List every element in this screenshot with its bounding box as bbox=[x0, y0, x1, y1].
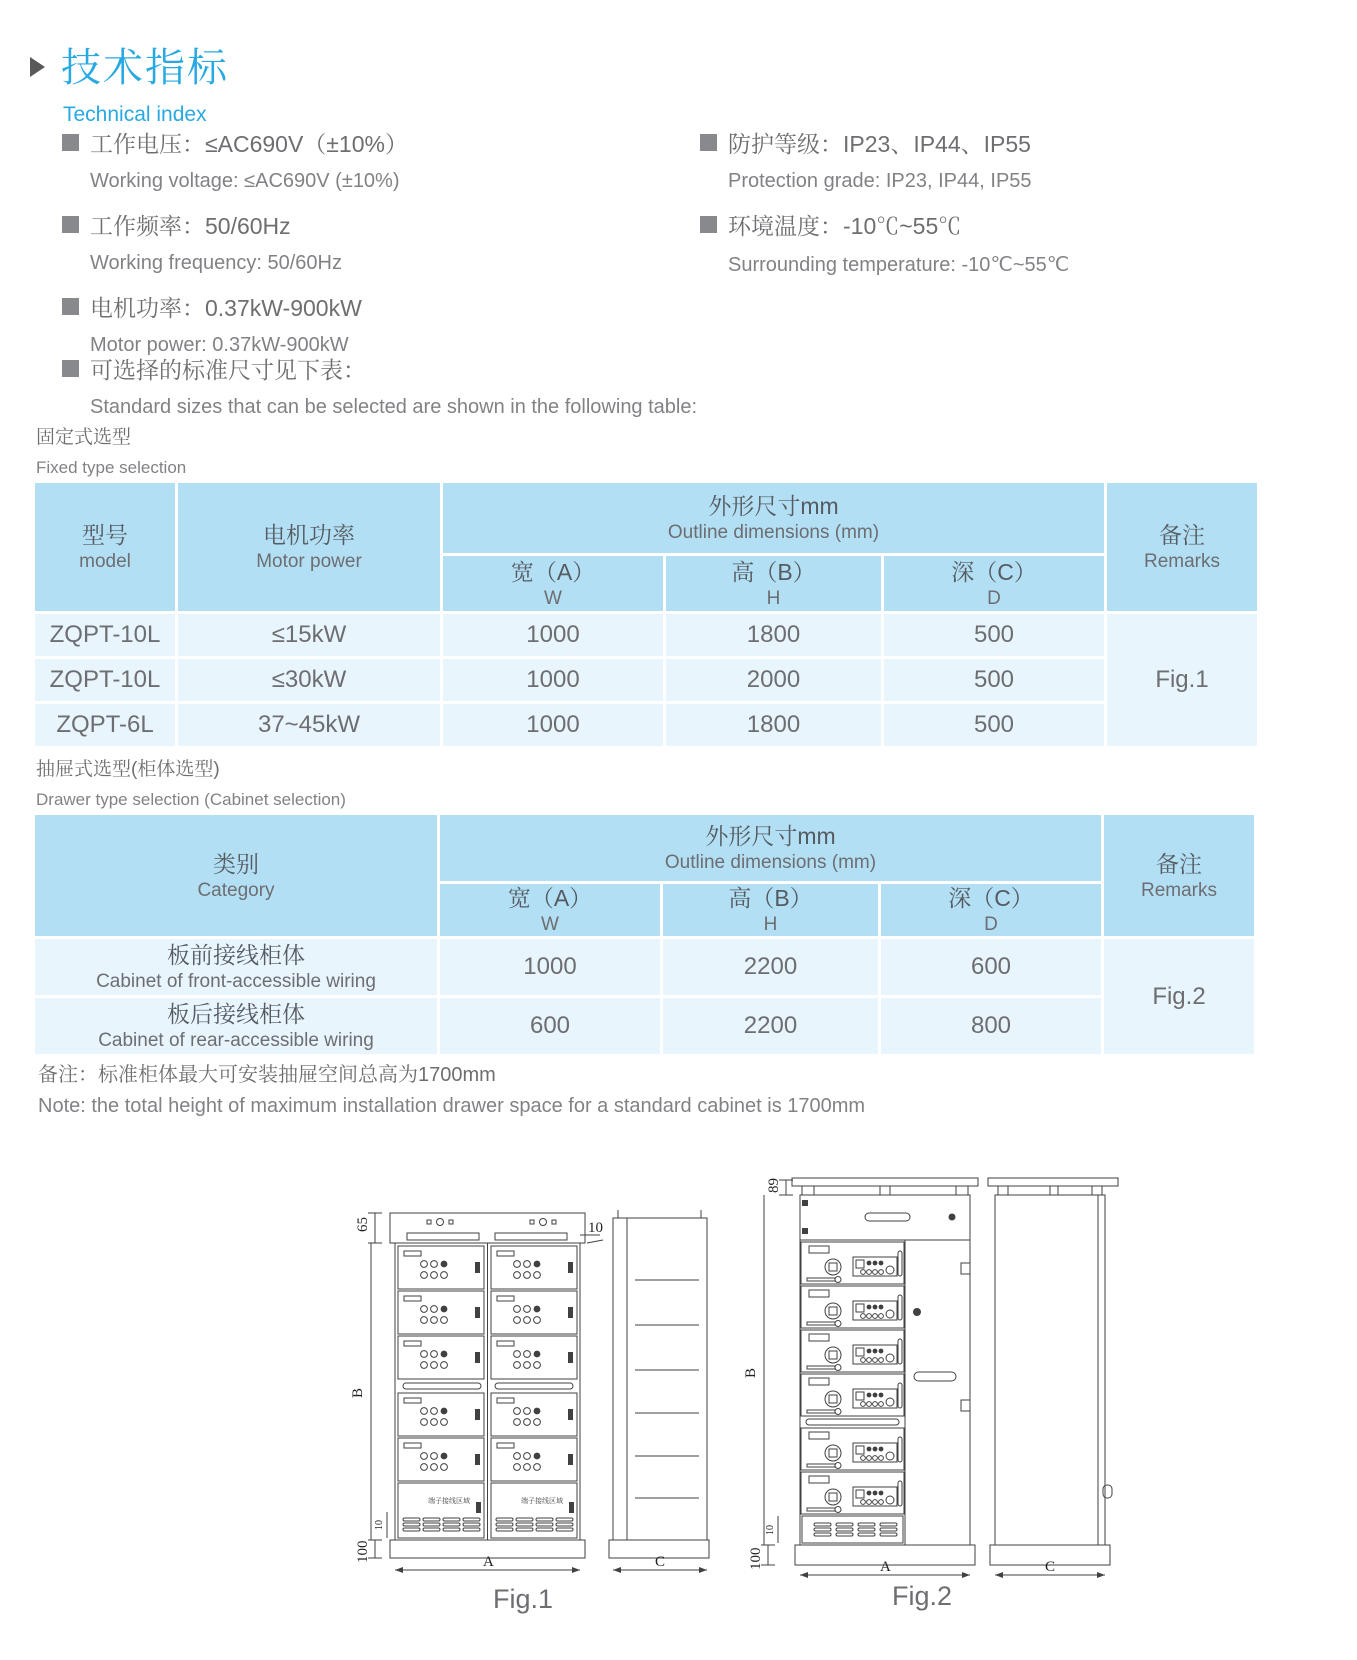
fig1-dim-top: 65 bbox=[355, 1217, 371, 1232]
spec-list-right bbox=[700, 126, 1300, 292]
th-outline-dimensions: 外形尺寸mm Outline dimensions (mm) bbox=[440, 815, 1101, 881]
spec-surrounding-temperature bbox=[700, 208, 1300, 277]
fig1-caption: Fig.1 bbox=[493, 1584, 554, 1614]
fig1-dim-depth: C bbox=[655, 1554, 666, 1570]
table-cell: 500 bbox=[884, 614, 1104, 656]
fig2-drawing bbox=[730, 1100, 1130, 1620]
page-subtitle: Technical index bbox=[63, 103, 207, 126]
drawer-type-table bbox=[35, 815, 1254, 1054]
spec-en: Protection grade: IP23, IP44, IP55 bbox=[728, 170, 1032, 192]
page-title: 技术指标 bbox=[61, 46, 229, 90]
fig1-dim-small: 10 bbox=[374, 1520, 385, 1530]
page-header bbox=[30, 36, 229, 127]
fig1-drawing bbox=[345, 1140, 725, 1620]
fig1-dim-base: 100 bbox=[355, 1540, 371, 1563]
table-cell: 500 bbox=[884, 704, 1104, 746]
table-cell-category: 板后接线柜体 Cabinet of rear-accessible wiring bbox=[35, 998, 437, 1054]
spec-en: Working voltage: ≤AC690V (±10%) bbox=[90, 170, 400, 192]
fig1-front-view bbox=[390, 1213, 585, 1558]
table-cell: 1000 bbox=[443, 704, 663, 746]
section-label-en: Drawer type selection (Cabinet selection) bbox=[36, 790, 346, 809]
fig1-dim-height: B bbox=[350, 1387, 366, 1398]
table-cell: 500 bbox=[884, 659, 1104, 701]
table-cell-remark: Fig.1 bbox=[1107, 614, 1257, 746]
square-bullet-icon bbox=[700, 216, 717, 233]
table-cell: ≤15kW bbox=[178, 614, 440, 656]
spec-standard-sizes bbox=[62, 352, 697, 428]
table-cell: ZQPT-10L bbox=[35, 614, 175, 656]
fig2-side-view bbox=[988, 1178, 1118, 1578]
th-outline-dimensions: 外形尺寸mm Outline dimensions (mm) bbox=[443, 483, 1104, 553]
table-cell: 1000 bbox=[443, 659, 663, 701]
th-width: 宽（A） W bbox=[443, 556, 663, 611]
spec-zh: 工作电压：≤AC690V（±10%） bbox=[90, 131, 408, 157]
fig2-front-view bbox=[792, 1178, 978, 1565]
table-cell: 2000 bbox=[666, 659, 881, 701]
square-bullet-icon bbox=[62, 134, 79, 151]
table-cell: 600 bbox=[440, 998, 660, 1054]
table-cell: 2200 bbox=[663, 939, 878, 995]
th-model: 型号 model bbox=[35, 483, 175, 611]
th-depth: 深（C） D bbox=[884, 556, 1104, 611]
section-label-zh: 固定式选型 bbox=[36, 427, 132, 448]
table-cell: 800 bbox=[881, 998, 1101, 1054]
spec-zh: 防护等级：IP23、IP44、IP55 bbox=[728, 131, 1031, 157]
spec-en: Working frequency: 50/60Hz bbox=[90, 252, 342, 274]
spec-list-left bbox=[62, 126, 662, 372]
th-motor-power: 电机功率 Motor power bbox=[178, 483, 440, 611]
fig1-dim-top-right: 10 bbox=[588, 1220, 603, 1236]
fig1-side-view bbox=[609, 1210, 709, 1573]
fig2-dim-top: 89 bbox=[766, 1178, 782, 1193]
table-cell: 2200 bbox=[663, 998, 878, 1054]
section-drawer-type bbox=[36, 754, 346, 810]
spec-zh: 电机功率：0.37kW-900kW bbox=[90, 295, 362, 321]
fig2-caption: Fig.2 bbox=[892, 1581, 953, 1611]
table-cell: ZQPT-6L bbox=[35, 704, 175, 746]
square-bullet-icon bbox=[62, 298, 79, 315]
spec-zh: 环境温度：-10℃~55℃ bbox=[728, 213, 962, 239]
section-label-zh: 抽屉式选型(柜体选型) bbox=[36, 759, 220, 780]
footnote-zh: 备注：标准柜体最大可安装抽屉空间总高为1700mm bbox=[38, 1064, 496, 1086]
spec-en: Standard sizes that can be selected are shown in the following table: bbox=[90, 396, 698, 418]
footnote-en: Note: the total height of maximum installation drawer space for a standard cabinet is 1700mm bbox=[38, 1095, 866, 1117]
table-cell: 37~45kW bbox=[178, 704, 440, 746]
fig2-dim-height: B bbox=[743, 1367, 759, 1378]
fig1-dim-width: A bbox=[483, 1554, 494, 1570]
square-bullet-icon bbox=[62, 360, 79, 377]
square-bullet-icon bbox=[700, 134, 717, 151]
fig2-dim-depth: C bbox=[1045, 1559, 1056, 1575]
fig2-dim-base: 100 bbox=[748, 1547, 764, 1570]
th-category: 类别 Category bbox=[35, 815, 437, 936]
fig2-dim-small: 10 bbox=[765, 1525, 776, 1535]
square-bullet-icon bbox=[62, 216, 79, 233]
table-cell: 1000 bbox=[443, 614, 663, 656]
spec-en: Motor power: 0.37kW-900kW bbox=[90, 334, 349, 356]
spec-en: Surrounding temperature: -10℃~55℃ bbox=[728, 254, 1070, 276]
spec-zh: 工作频率：50/60Hz bbox=[90, 213, 291, 239]
section-label-en: Fixed type selection bbox=[36, 458, 187, 477]
th-remarks: 备注 Remarks bbox=[1104, 815, 1254, 936]
table-cell: 1800 bbox=[666, 704, 881, 746]
spec-zh: 可选择的标准尺寸见下表： bbox=[90, 357, 366, 383]
table-cell: ZQPT-10L bbox=[35, 659, 175, 701]
th-width: 宽（A） W bbox=[440, 884, 660, 936]
th-depth: 深（C） D bbox=[881, 884, 1101, 936]
th-height: 高（B） H bbox=[666, 556, 881, 611]
fixed-type-table bbox=[35, 483, 1257, 746]
arrow-right-icon bbox=[30, 57, 45, 77]
th-remarks: 备注 Remarks bbox=[1107, 483, 1257, 611]
fig1-panel-text: 端子接线区域 bbox=[428, 1498, 470, 1505]
spec-working-frequency bbox=[62, 208, 662, 275]
table-cell: ≤30kW bbox=[178, 659, 440, 701]
th-height: 高（B） H bbox=[663, 884, 878, 936]
fig1-panel-text: 端子接线区域 bbox=[521, 1498, 563, 1505]
spec-motor-power bbox=[62, 290, 662, 357]
section-fixed-type bbox=[36, 422, 186, 478]
fig2-dim-width: A bbox=[880, 1559, 891, 1575]
spec-working-voltage bbox=[62, 126, 662, 193]
table-cell: 1000 bbox=[440, 939, 660, 995]
spec-protection-grade bbox=[700, 126, 1300, 193]
table-cell-category: 板前接线柜体 Cabinet of front-accessible wiring bbox=[35, 939, 437, 995]
table-cell: 1800 bbox=[666, 614, 881, 656]
table-cell: 600 bbox=[881, 939, 1101, 995]
table-cell-remark: Fig.2 bbox=[1104, 939, 1254, 1054]
